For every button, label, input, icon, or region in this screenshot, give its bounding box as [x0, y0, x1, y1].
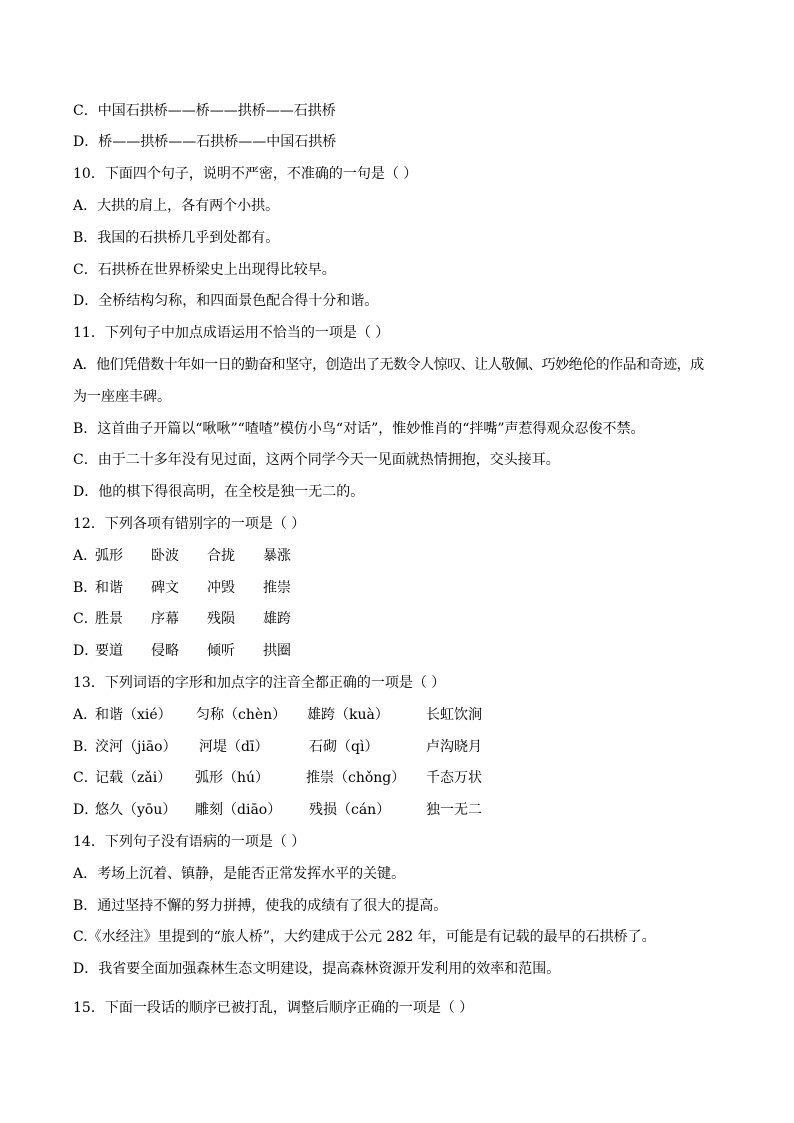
q11-option-a-line1: A．他们凭借数十年如一日的勤奋和坚守，创造出了无数令人惊叹、让人敬佩、巧妙绝伦的作品和奇迹，成: [73, 357, 704, 373]
option-word: 卢沟晓月: [426, 739, 482, 755]
q15-stem: 15．下面一段话的顺序已被打乱，调整后顺序正确的一项是（ ）: [73, 1000, 474, 1016]
q14-option-b: B．通过坚持不懈的努力拼搏，使我的成绩有了很大的提高。: [73, 898, 448, 914]
q14-option-a: A．考场上沉着、镇静，是能否正常发挥水平的关键。: [73, 866, 406, 882]
option-label: B．: [73, 739, 98, 755]
option-word: 碑文: [151, 580, 179, 596]
option-word: 长虹饮涧: [426, 707, 482, 723]
option-word: 千态万状: [426, 770, 482, 786]
option-word: 独一无二: [426, 802, 482, 818]
option-word: 拱圈: [263, 643, 291, 659]
q11-option-a-line2: 为一座座丰碑。: [73, 389, 171, 405]
q13-stem: 13．下列词语的字形和加点字的注音全都正确的一项是（ ）: [73, 675, 446, 691]
option-word: 残陨: [207, 611, 235, 627]
option-word: 记载（zǎi）: [95, 770, 172, 786]
option-word: 匀称（chèn）: [196, 707, 287, 723]
q11-stem: 11．下列句子中加点成语运用不恰当的一项是（ ）: [73, 325, 390, 341]
option-word: 卧波: [151, 548, 179, 564]
q12-stem: 12．下列各项有错别字的一项是（ ）: [73, 516, 306, 532]
option-label: D．: [73, 802, 99, 818]
q10-option-d: D．全桥结构匀称，和四面景色配合得十分和谐。: [73, 293, 379, 309]
q9-option-d: D．桥——拱桥——石拱桥——中国石拱桥: [73, 134, 337, 150]
q11-option-c: C．由于二十多年没有见过面，这两个同学今天一见面就热情拥抱，交头接耳。: [73, 452, 560, 468]
q11-option-d: D．他的棋下得很高明，在全校是独一无二的。: [73, 484, 365, 500]
q10-option-a: A．大拱的肩上，各有两个小拱。: [73, 198, 280, 214]
option-word: 冲毁: [207, 580, 235, 596]
q10-option-b: B．我国的石拱桥几乎到处都有。: [73, 230, 280, 246]
option-word: 序幕: [151, 611, 179, 627]
option-label: C．: [73, 611, 98, 627]
option-label: A．: [73, 707, 98, 723]
option-word: 残损（cán）: [309, 802, 391, 818]
option-word: 推崇（chǒng）: [306, 770, 406, 786]
q9-option-c: C．中国石拱桥——桥——拱桥——石拱桥: [73, 103, 336, 119]
option-word: 推崇: [263, 580, 291, 596]
q10-stem: 10．下面四个句子，说明不严密，不准确的一句是（ ）: [73, 166, 418, 182]
q14-option-d: D．我省要全面加强森林生态文明建设，提高森林资源开发利用的效率和范围。: [73, 961, 561, 977]
option-word: 弧形: [95, 548, 123, 564]
option-word: 暴涨: [263, 548, 291, 564]
option-word: 和谐: [95, 580, 123, 596]
option-word: 倾听: [207, 643, 235, 659]
option-word: 侵略: [151, 643, 179, 659]
option-word: 要道: [95, 643, 123, 659]
q14-stem: 14．下列句子没有语病的一项是（ ）: [73, 834, 306, 850]
q10-option-c: C．石拱桥在世界桥梁史上出现得比较早。: [73, 262, 336, 278]
option-label: B．: [73, 580, 98, 596]
option-word: 悠久（yōu）: [95, 802, 177, 818]
option-word: 和谐（xié）: [95, 707, 172, 723]
q14-option-c: C.《水经注》里提到的“旅人桥”，大约建成于公元 282 年，可能是有记载的最早的石拱桥了。: [73, 929, 656, 945]
option-word: 弧形（hú）: [195, 770, 270, 786]
q11-option-b: B．这首曲子开篇以“啾啾”“喳喳”模仿小鸟“对话”，惟妙惟肖的“拌嘴”声惹得观众忍俊不禁。: [73, 421, 645, 437]
option-label: C．: [73, 770, 98, 786]
option-word: 雄跨: [263, 611, 291, 627]
option-word: 河堤（dī）: [199, 739, 269, 755]
option-word: 胜景: [95, 611, 123, 627]
option-word: 洨河（jiāo）: [95, 739, 177, 755]
option-label: D．: [73, 643, 99, 659]
option-label: A．: [73, 548, 98, 564]
option-word: 雕刻（diāo）: [195, 802, 282, 818]
option-word: 合拢: [207, 548, 235, 564]
option-word: 石砌（qì）: [309, 739, 379, 755]
option-word: 雄跨（kuà）: [307, 707, 389, 723]
